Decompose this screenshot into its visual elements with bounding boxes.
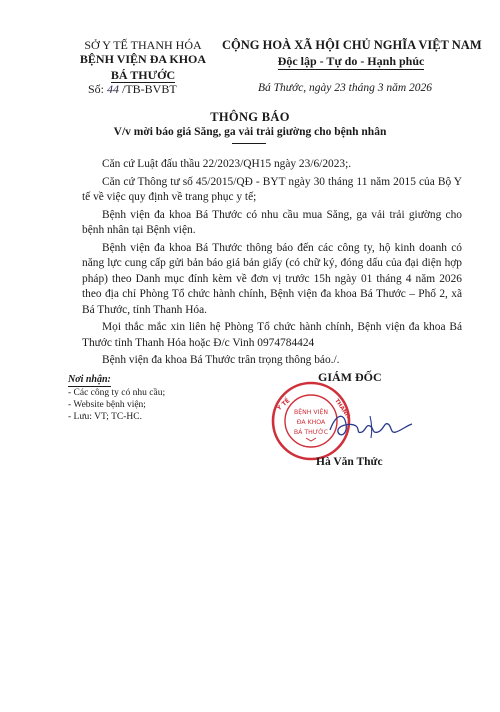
- docno-suffix: /TB-BVBT: [122, 82, 177, 96]
- seal-text-right: THANH: [333, 398, 351, 420]
- recipients-heading: Nơi nhận:: [68, 374, 111, 385]
- body-paragraph: Bệnh viện đa khoa Bá Thước thông báo đến các công ty, hộ kinh doanh có năng lực cung cấp gửi bản báo giá bản giấy (có chữ ký, đóng dấu của đại diện hợp pháp) theo Danh mục đính kèm về đơn vị trước 15h ngày 01 tháng 4 năm 2026 theo địa chỉ Phòng Tổ chức hành chính, Bệnh viện đa khoa Bá Thước – Phố 2, xã Bá Thước, tỉnh Thanh Hóa.: [82, 241, 462, 316]
- signer-name: Hà Văn Thức: [316, 456, 383, 468]
- document-body: [82, 157, 462, 369]
- seal-line2: ĐA KHOA: [296, 419, 326, 426]
- hospital-name-line1: BỆNH VIỆN ĐA KHOA: [79, 52, 207, 66]
- issue-date: Bá Thước, ngày 23 tháng 3 năm 2026: [258, 82, 433, 94]
- subject-underline: [232, 143, 266, 144]
- docno-prefix: Số:: [88, 82, 105, 96]
- seal-line3: BÁ THƯỚC: [293, 429, 329, 436]
- hospital-name-line2: BÁ THƯỚC: [110, 68, 176, 82]
- handwritten-signature-icon: [326, 404, 416, 444]
- national-motto: Độc lập - Tự do - Hạnh phúc: [277, 54, 425, 68]
- body-paragraph: Mọi thắc mắc xin liên hệ Phòng Tổ chức hành chính, Bệnh viện đa khoa Bá Thước tỉnh Thanh Hóa hoặc Đ/c Vinh 0974784424: [82, 321, 462, 349]
- seal-line1: BỆNH VIỆN: [294, 409, 328, 416]
- body-paragraph: Căn cứ Luật đấu thầu 22/2023/QH15 ngày 23/6/2023;.: [102, 158, 352, 170]
- recipient-item: - Lưu: VT; TC-HC.: [68, 412, 142, 422]
- signer-title: GIÁM ĐỐC: [318, 370, 382, 384]
- ministry-name: SỞ Y TẾ THANH HÓA: [84, 38, 202, 52]
- issuer-block: [68, 38, 218, 84]
- recipient-item: - Website bệnh viện;: [68, 400, 146, 410]
- document-number: [88, 82, 177, 97]
- document-title: THÔNG BÁO: [210, 110, 290, 124]
- docno-number: 44: [107, 82, 120, 96]
- body-paragraph: Bệnh viện đa khoa Bá Thước trân trọng thông báo./.: [102, 354, 340, 366]
- body-paragraph: Bệnh viện đa khoa Bá Thước có nhu cầu mua Săng, ga vải trải giường cho bệnh nhân tại Bệnh viện.: [82, 208, 462, 236]
- nation-name: CỘNG HOÀ XÃ HỘI CHỦ NGHĨA VIỆT NAM: [222, 38, 482, 52]
- recipient-item: - Các công ty có nhu cầu;: [68, 388, 166, 398]
- national-header: [222, 38, 480, 70]
- body-paragraph: Căn cứ Thông tư số 45/2015/QĐ - BYT ngày 30 tháng 11 năm 2015 của Bộ Y tế về việc quy định về trang phục y tế;: [82, 175, 462, 203]
- recipients-block: [68, 374, 228, 423]
- document-subject: V/v mời báo giá Săng, ga vải trải giường cho bệnh nhân: [113, 126, 387, 138]
- seal-text-top: Y TẾ: [275, 397, 292, 413]
